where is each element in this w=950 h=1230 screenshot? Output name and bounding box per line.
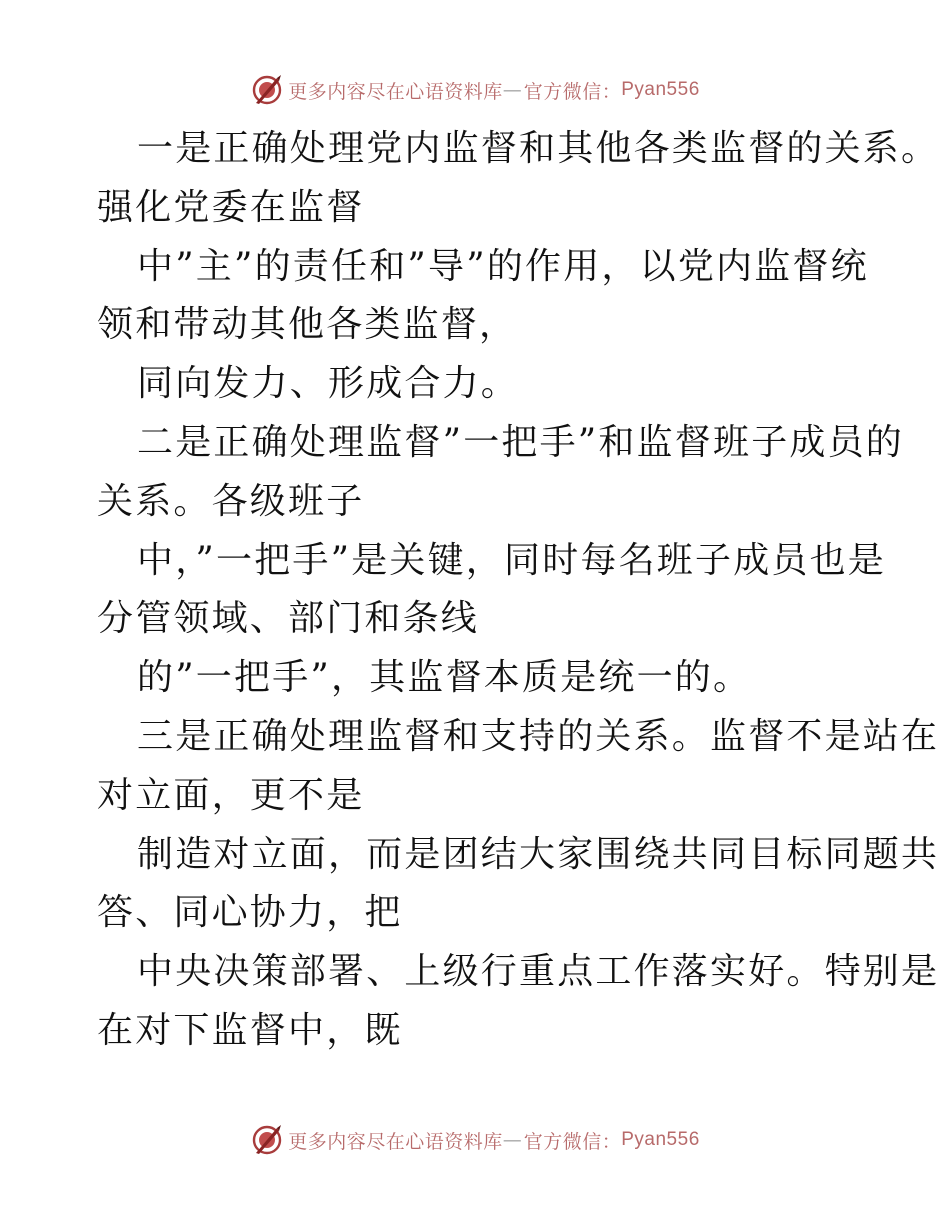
watermark-wechat-label: 官方微信： — [523, 1130, 622, 1153]
text-line: 在对下监督中，既 — [97, 1009, 403, 1051]
text-line: 中，”一把手”是关键，同时每名班子成员也是 — [137, 539, 887, 581]
watermark-separator: — — [502, 79, 522, 101]
text-line: 二是正确处理监督”一把手”和监督班子成员的 — [137, 421, 905, 463]
quill-pen-logo-icon — [250, 73, 284, 107]
watermark-separator: — — [502, 1129, 522, 1151]
text-line: 分管领域、部门和条线 — [97, 598, 480, 640]
document-body — [97, 120, 940, 1061]
text-line: 领和带动其他各类监督， — [97, 304, 518, 346]
footer-watermark — [0, 1120, 950, 1160]
watermark-wechat-label: 官方微信： — [523, 80, 622, 103]
quill-pen-logo-icon — [250, 1123, 284, 1157]
text-line: 中央决策部署、上级行重点工作落实好。特别是 — [137, 951, 940, 993]
text-line: 同向发力、形成合力。 — [137, 363, 520, 405]
text-line: 对立面，更不是 — [97, 774, 365, 816]
text-line: 关系。各级班子 — [97, 480, 365, 522]
text-line: 制造对立面，而是团结大家围绕共同目标同题共 — [137, 833, 940, 875]
text-line: 中”主”的责任和”导”的作用，以党内监督统 — [137, 245, 869, 287]
text-line: 答、同心协力，把 — [97, 892, 403, 934]
text-line: 一是正确处理党内监督和其他各类监督的关系。 — [137, 128, 940, 169]
watermark-brand-text: 更多内容尽在心语资料库 — [288, 1130, 503, 1153]
header-watermark — [0, 70, 950, 110]
watermark-brand-text: 更多内容尽在心语资料库 — [288, 80, 503, 103]
text-line: 强化党委在监督 — [97, 186, 365, 228]
watermark-wechat-id: Pyan556 — [621, 79, 700, 100]
watermark-wechat-id: Pyan556 — [621, 1129, 700, 1150]
text-line: 三是正确处理监督和支持的关系。监督不是站在 — [137, 715, 940, 757]
text-line: 的”一把手”，其监督本质是统一的。 — [137, 657, 752, 699]
